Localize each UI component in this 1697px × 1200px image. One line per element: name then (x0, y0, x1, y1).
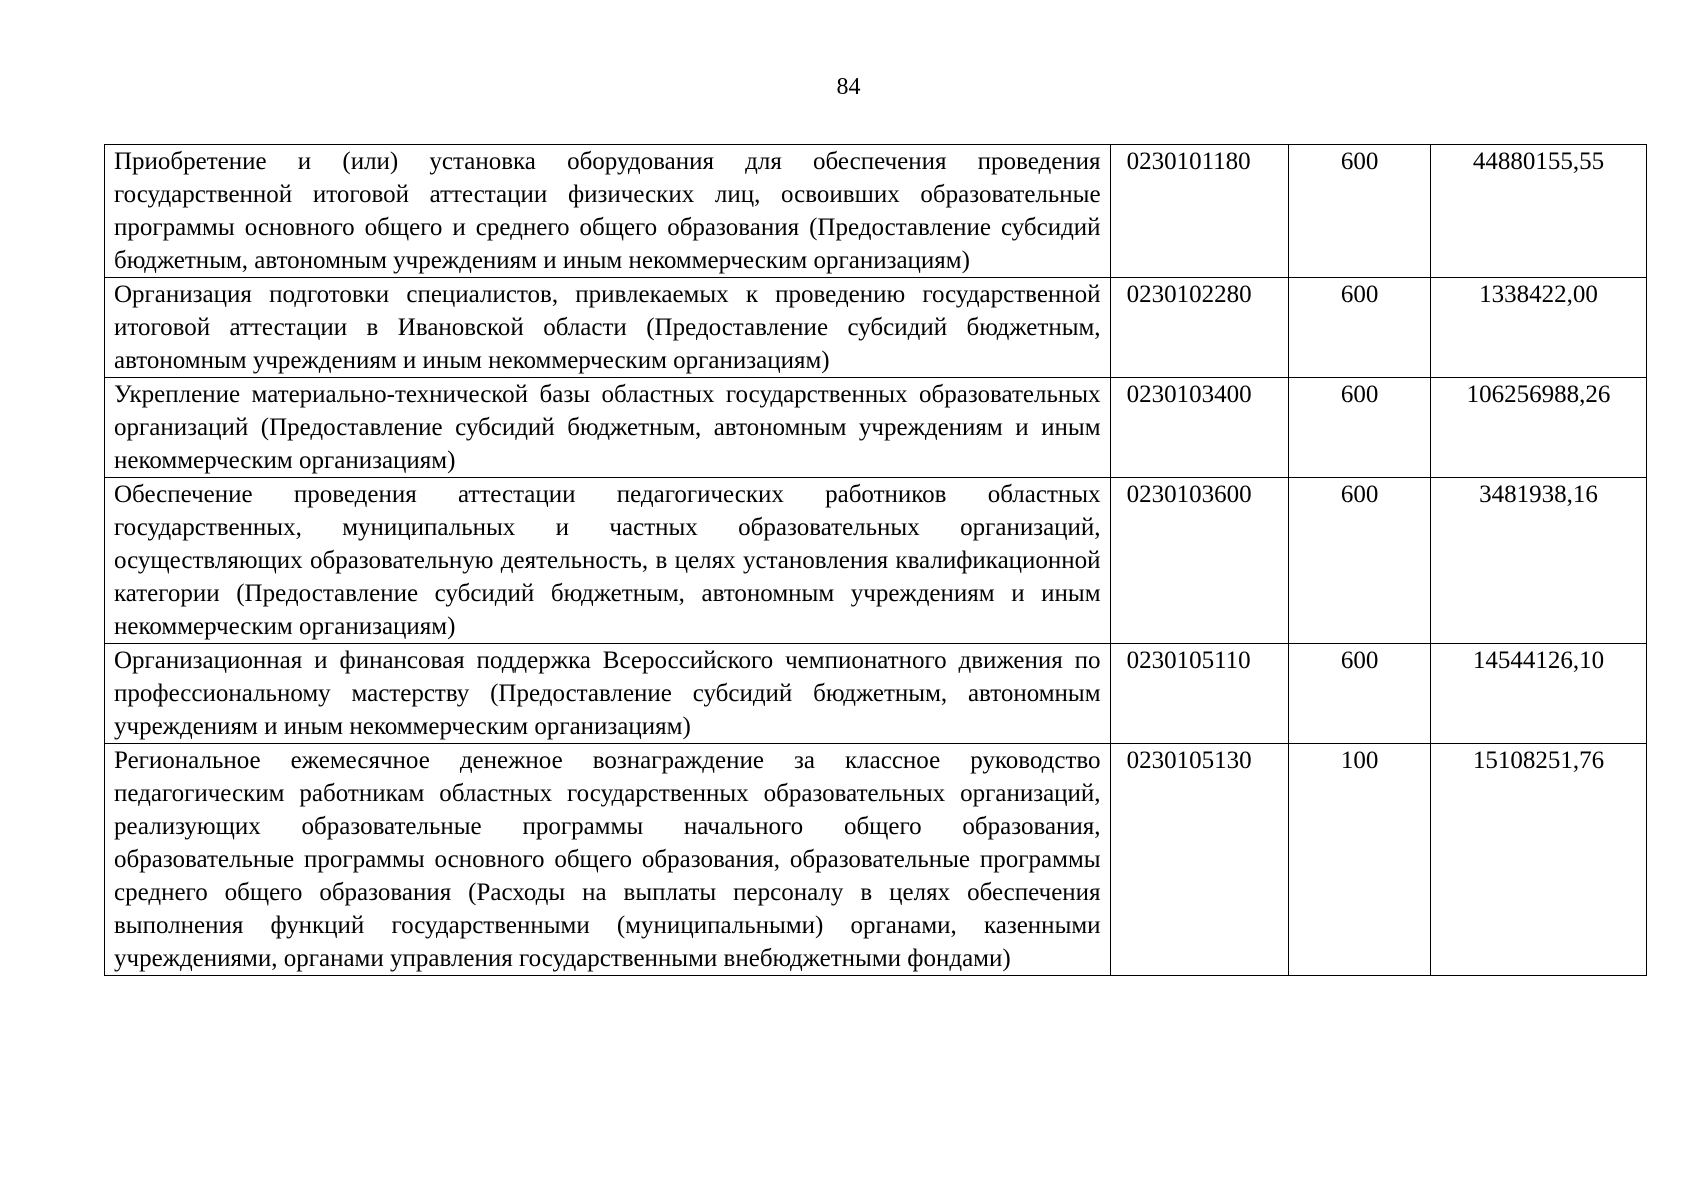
row-target-code: 0230105130 (1110, 744, 1289, 976)
row-description: Приобретение и (или) установка оборудования для обеспечения проведения государственной итоговой аттестации физических лиц, освоивших образовательные программы основного общего и среднего общего образования (Предоставление субсидий бюджетным, автономным учреждениям и иным некоммерческим организациям) (105, 145, 1111, 278)
budget-table (104, 144, 1647, 976)
row-description: Организация подготовки специалистов, привлекаемых к проведению государственной итоговой аттестации в Ивановской области (Предоставление субсидий бюджетным, автономным учреждениям и иным некоммерческим организациям) (105, 278, 1111, 378)
row-target-code: 0230105110 (1110, 644, 1289, 744)
row-amount: 44880155,55 (1431, 145, 1647, 278)
row-description: Организационная и финансовая поддержка Всероссийского чемпионатного движения по профессиональному мастерству (Предоставление субсидий бюджетным, автономным учреждениям и иным некоммерческим организациям) (105, 644, 1111, 744)
table-row (105, 478, 1647, 644)
row-expense-type: 600 (1289, 478, 1431, 644)
row-expense-type: 100 (1289, 744, 1431, 976)
row-amount: 15108251,76 (1431, 744, 1647, 976)
table-row (105, 378, 1647, 478)
row-amount: 1338422,00 (1431, 278, 1647, 378)
table-row (105, 278, 1647, 378)
row-target-code: 0230101180 (1110, 145, 1289, 278)
row-expense-type: 600 (1289, 145, 1431, 278)
table-row (105, 644, 1647, 744)
row-description: Укрепление материально-технической базы областных государственных образовательных организаций (Предоставление субсидий бюджетным, автономным учреждениям и иным некоммерческим организациям) (105, 378, 1111, 478)
row-target-code: 0230103400 (1110, 378, 1289, 478)
row-description: Региональное ежемесячное денежное вознаграждение за классное руководство педагогическим работникам областных государственных образовательных организаций, реализующих образовательные программы начального общего образования, образовательные программы основного общего образования, образовательные программы среднего общего образования (Расходы на выплаты персоналу в целях обеспечения выполнения функций государственными (муниципальными) органами, казенными учреждениями, органами управления государственными внебюджетными фондами) (105, 744, 1111, 976)
row-amount: 106256988,26 (1431, 378, 1647, 478)
row-amount: 3481938,16 (1431, 478, 1647, 644)
budget-table-body (105, 145, 1647, 976)
row-target-code: 0230103600 (1110, 478, 1289, 644)
row-amount: 14544126,10 (1431, 644, 1647, 744)
row-description: Обеспечение проведения аттестации педагогических работников областных государственных, муниципальных и частных образовательных организаций, осуществляющих образовательную деятельность, в целях установления квалификационной категории (Предоставление субсидий бюджетным, автономным учреждениям и иным некоммерческим организациям) (105, 478, 1111, 644)
row-expense-type: 600 (1289, 378, 1431, 478)
row-expense-type: 600 (1289, 278, 1431, 378)
row-expense-type: 600 (1289, 644, 1431, 744)
table-row (105, 145, 1647, 278)
page-number: 84 (836, 74, 861, 100)
table-row (105, 744, 1647, 976)
row-target-code: 0230102280 (1110, 278, 1289, 378)
